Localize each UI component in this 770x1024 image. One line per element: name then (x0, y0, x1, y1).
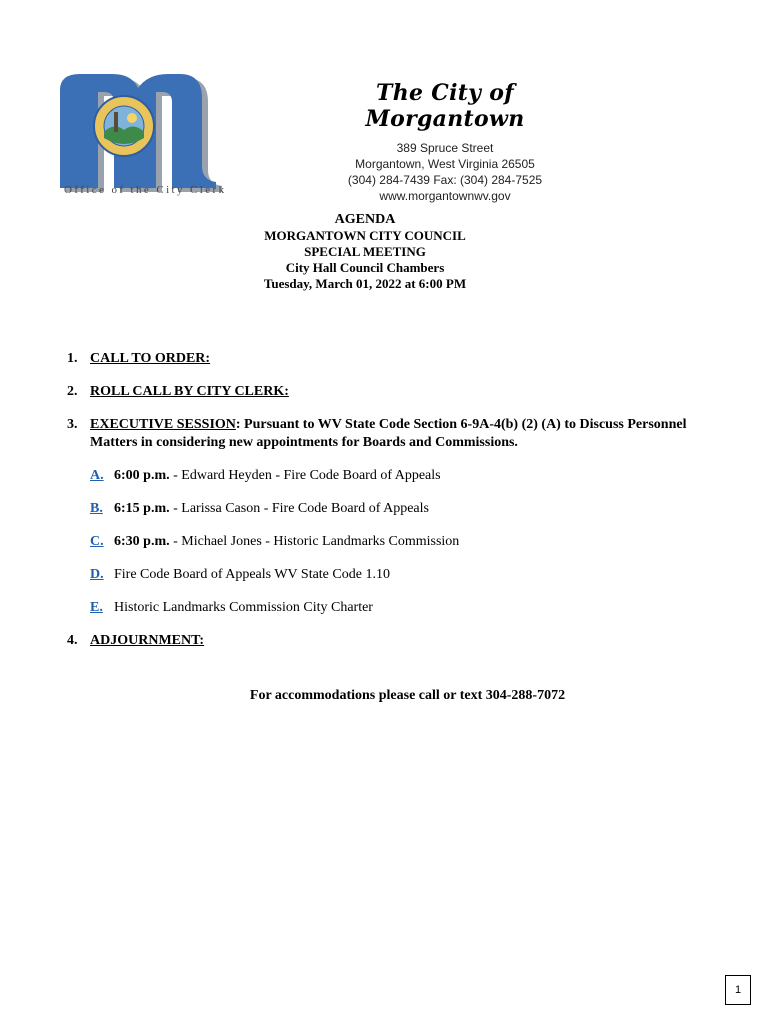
sub-item-time: 6:00 p.m. (114, 468, 170, 483)
sub-item-a (90, 467, 687, 485)
sub-item-b (90, 500, 687, 518)
sub-item-time: 6:15 p.m. (114, 501, 170, 516)
sub-item-link[interactable]: E. (90, 600, 103, 615)
page-number: 1 (725, 975, 751, 1005)
agenda-location: City Hall Council Chambers (285, 260, 445, 275)
agenda-heading (0, 212, 730, 292)
agenda-council: MORGANTOWN CITY COUNCIL (264, 228, 466, 243)
item-number: 3. (67, 417, 78, 432)
address-city: Morgantown, West Virginia 26505 (355, 157, 535, 171)
agenda-item-roll-call (67, 383, 687, 401)
item-label: ROLL CALL BY CITY CLERK: (90, 384, 289, 399)
agenda-item-executive-session (67, 416, 687, 452)
office-of-city-clerk: Office of the City Clerk (64, 184, 227, 196)
address-street: 389 Spruce Street (396, 141, 494, 155)
sub-item-link[interactable]: D. (90, 567, 104, 582)
letterhead-header (300, 80, 590, 204)
city-title: The City of Morgantown (365, 80, 525, 132)
sub-item-text: - Edward Heyden - Fire Code Board of Appeals (169, 468, 441, 483)
item-number: 4. (67, 633, 78, 648)
address-phone-fax: (304) 284-7439 Fax: (304) 284-7525 (347, 173, 543, 187)
item-number: 2. (67, 384, 78, 399)
sub-item-d (90, 566, 687, 584)
sub-item-c (90, 533, 687, 551)
city-seal (94, 96, 154, 156)
agenda-item-adjournment (67, 632, 687, 650)
sub-item-e (90, 599, 687, 617)
accommodations-note: For accommodations please call or text 304-288-7072 (249, 688, 566, 703)
sub-item-text: - Michael Jones - Historic Landmarks Commission (169, 534, 460, 549)
city-logo (52, 62, 222, 192)
sub-item-link[interactable]: B. (90, 501, 103, 516)
item-label: EXECUTIVE SESSION (90, 417, 236, 432)
agenda-meeting-type: SPECIAL MEETING (304, 244, 426, 259)
item-description: : Pursuant to WV State Code Section 6-9A-4(b) (2) (A) to Discuss Personnel Matters in considering new appointments for Boards and Commissions. (90, 417, 687, 450)
agenda-item-call-to-order (67, 350, 687, 368)
agenda-items (67, 350, 687, 650)
item-label: CALL TO ORDER: (90, 351, 211, 366)
sub-item-text: Fire Code Board of Appeals WV State Code 1.10 (114, 567, 390, 582)
sub-item-link[interactable]: C. (90, 534, 104, 549)
agenda-title: AGENDA (334, 212, 396, 227)
sub-item-text: Historic Landmarks Commission City Charter (114, 600, 373, 615)
sub-item-link[interactable]: A. (90, 468, 104, 483)
address-website[interactable]: www.morgantownwv.gov (379, 189, 511, 203)
item-number: 1. (67, 351, 78, 366)
agenda-date: Tuesday, March 01, 2022 at 6:00 PM (263, 276, 467, 291)
sub-item-text: - Larissa Cason - Fire Code Board of Appeals (169, 501, 429, 516)
sub-item-time: 6:30 p.m. (114, 534, 170, 549)
item-label: ADJOURNMENT: (90, 633, 205, 648)
